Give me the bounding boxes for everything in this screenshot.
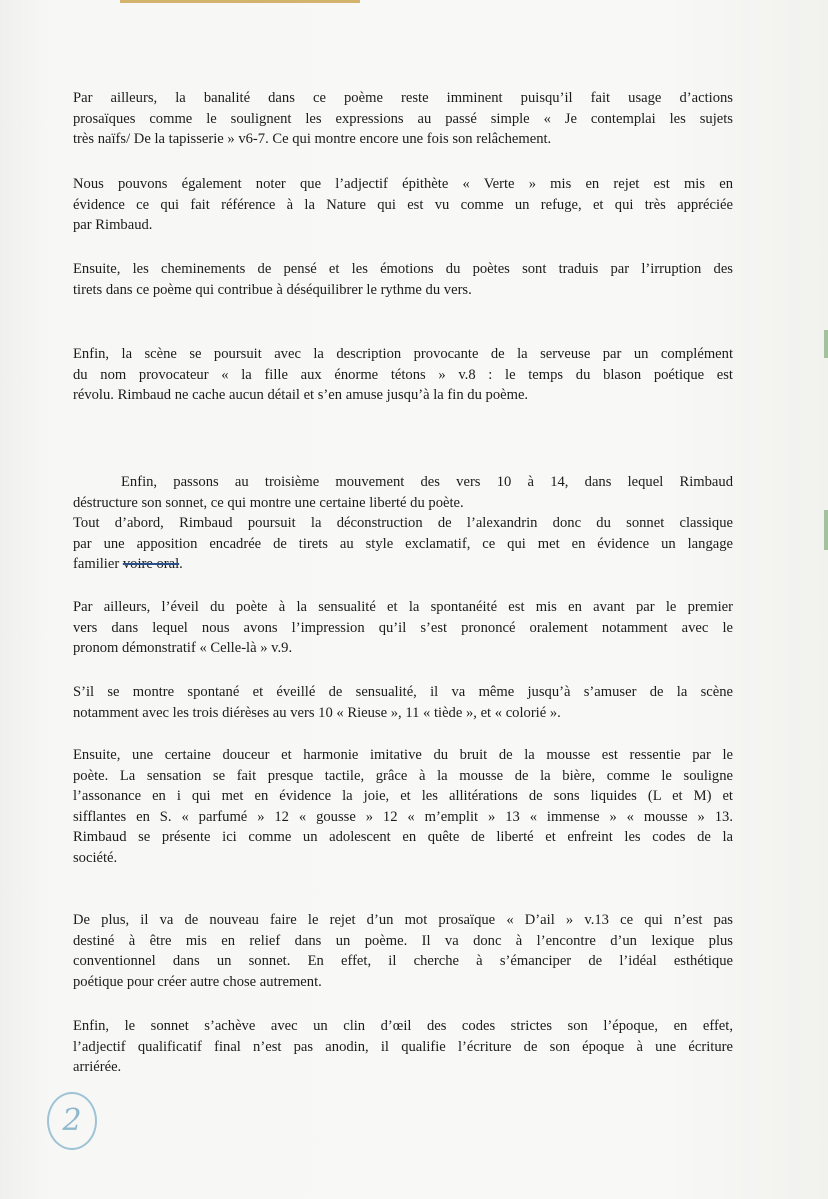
text-line: Enfin, passons au troisième mouvement des vers 10 à 14, dans lequel Rimbaud	[121, 474, 733, 490]
text-line: pronom démonstratif « Celle-là » v.9.	[73, 640, 293, 656]
text-line: conventionnel dans un sonnet. En effet, il cherche à s’émanciper de l’idéal esthétique	[73, 953, 733, 969]
paragraph	[73, 259, 733, 300]
text-line	[73, 554, 733, 575]
text-line: tirets dans ce poème qui contribue à déséquilibrer le rythme du vers.	[73, 281, 472, 298]
page-number: 2	[47, 1092, 97, 1150]
text-line: Par ailleurs, l’éveil du poète à la sensualité et la spontanéité est mis en avant par le premier	[73, 599, 733, 615]
text-line: révolu. Rimbaud ne cache aucun détail et s’en amuse jusqu’à la fin du poème.	[73, 387, 529, 403]
text-line: destiné à être mis en relief dans un poème. Il va donc à l’encontre d’un lexique plus	[73, 932, 733, 949]
text-line: Rimbaud se présente ici comme un adolescent en quête de liberté et enfreint les codes de la	[73, 829, 733, 845]
text-line: prosaïques comme le soulignent les expressions au passé simple « Je contemplai les sujets	[73, 110, 733, 127]
text-line: De plus, il va de nouveau faire le rejet d’un mot prosaïque « D’ail » v.13 ce qui n’est pas	[73, 912, 733, 928]
text-line: l’adjectif qualificatif final n’est pas anodin, il qualifie l’écriture de son époque à une écriture	[73, 1038, 733, 1055]
text-line: société.	[73, 849, 118, 866]
paragraph	[73, 1016, 733, 1078]
paragraph	[73, 910, 733, 992]
text-line: du nom provocateur « la fille aux énorme tétons » v.8 : le temps du blason poétique est	[73, 366, 733, 383]
text-line: évidence ce qui fait référence à la Nature qui est vu comme un refuge, et qui très appréciée	[73, 196, 733, 213]
text-line: notamment avec les trois diérèses au vers 10 « Rieuse », 11 « tiède », et « colorié ».	[73, 704, 561, 721]
text-line: poétique pour créer autre chose autrement.	[73, 973, 322, 990]
paper-edge-mark	[824, 330, 828, 358]
text-line: S’il se montre spontané et éveillé de sensualité, il va même jusqu’à s’amuser de la scène	[73, 684, 733, 700]
paper-edge-mark	[824, 510, 828, 550]
text-line: sifflantes en S. « parfumé » 12 « gousse » 12 « m’emplit » 13 « immense » « mousse » 13.	[73, 808, 733, 825]
paragraph	[73, 174, 733, 236]
paragraph	[73, 344, 733, 406]
text-line: Nous pouvons également noter que l’adjectif épithète « Verte » mis en rejet est mis en	[73, 176, 733, 192]
text-line: Par ailleurs, la banalité dans ce poème reste imminent puisqu’il fait usage d’actions	[73, 90, 733, 106]
text-line: très naïfs/ De la tapisserie » v6-7. Ce qui montre encore une fois son relâchement.	[73, 131, 552, 147]
text-fragment: familier	[73, 556, 123, 572]
text-line: arriérée.	[73, 1059, 122, 1075]
paragraph	[73, 745, 733, 868]
text-line: vers dans lequel nous avons l’impression qu’il s’est prononcé oralement notamment avec le	[73, 619, 733, 636]
text-fragment: .	[179, 556, 183, 572]
paper-top-edge	[120, 0, 360, 3]
text-line: Enfin, la scène se poursuit avec la description provocante de la serveuse par un complément	[73, 346, 733, 362]
text-line: par une apposition encadrée de tirets au style exclamatif, ce qui met en évidence un langage	[73, 535, 733, 552]
text-line: Enfin, le sonnet s’achève avec un clin d’œil des codes strictes son l’époque, en effet,	[73, 1018, 733, 1034]
paragraph	[73, 682, 733, 723]
paragraph	[73, 472, 733, 575]
struck-out-text: voire oral	[122, 556, 180, 572]
paragraph	[73, 88, 733, 150]
text-line: poète. La sensation se fait presque tactile, grâce à la mousse de la bière, comme le souligne	[73, 767, 733, 784]
text-line: Ensuite, une certaine douceur et harmonie imitative du bruit de la mousse est ressentie par le	[73, 747, 733, 763]
paragraph	[73, 597, 733, 659]
text-line: Ensuite, les cheminements de pensé et les émotions du poètes sont traduis par l’irruption des	[73, 261, 733, 277]
text-line: l’assonance en i qui met en évidence la joie, et les allitérations de sons liquides (L et M) et	[73, 788, 733, 804]
text-line: par Rimbaud.	[73, 217, 153, 233]
text-line: déstructure son sonnet, ce qui montre une certaine liberté du poète.	[73, 494, 464, 511]
text-line: Tout d’abord, Rimbaud poursuit la déconstruction de l’alexandrin donc du sonnet classique	[73, 515, 733, 531]
